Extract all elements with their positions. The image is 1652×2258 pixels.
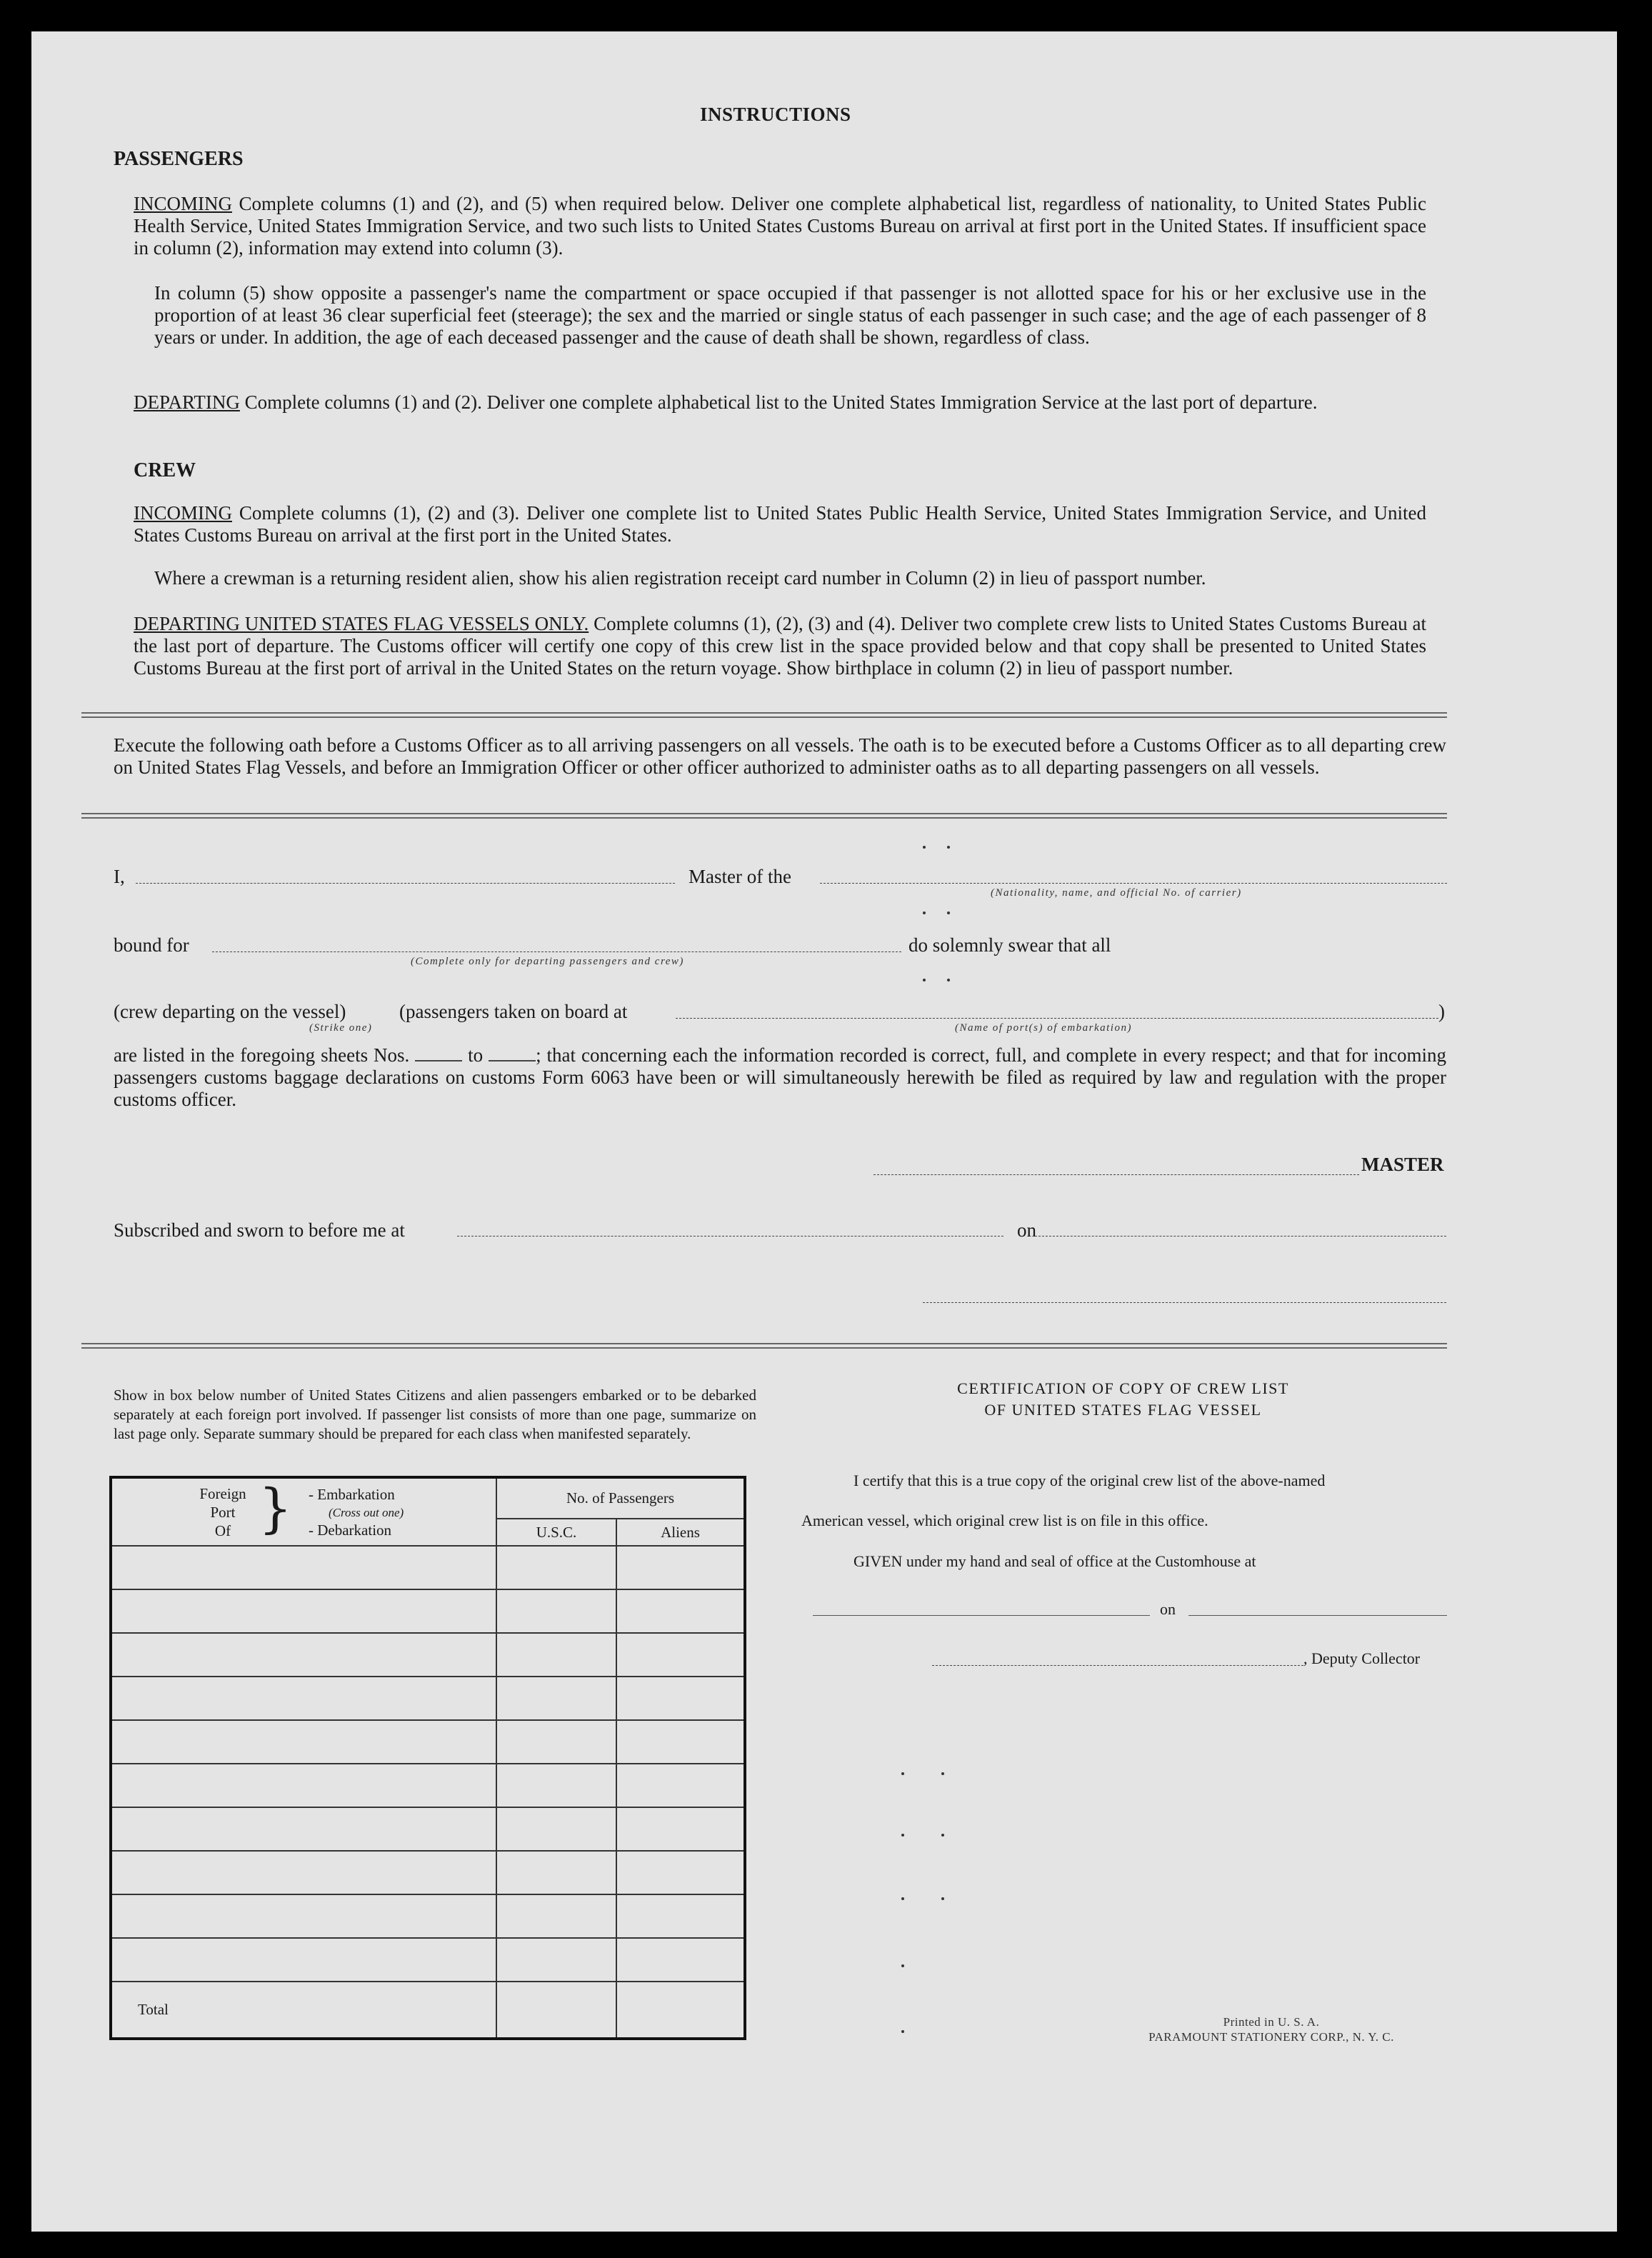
passengers-incoming-label: INCOMING	[134, 193, 232, 214]
subscribed-place-field[interactable]	[457, 1236, 1003, 1237]
oath-intro-paragraph: Execute the following oath before a Customs Officer as to all arriving passengers on all vessels. The oath is to be executed before a Customs Officer as to all departing crew on United States Flag Vessels, and before an Immigration Officer or other officer authorized to administer oaths as to all departing passengers on all vessels.	[114, 734, 1446, 778]
passengers-departing-paragraph	[134, 391, 1426, 414]
summary-row	[111, 1720, 745, 1764]
passengers-incoming-paragraph	[134, 193, 1426, 259]
brace-icon: }	[259, 1478, 293, 1539]
oath-master-of-label: Master of the	[689, 866, 791, 887]
embarkation-port-field[interactable]	[676, 1018, 1438, 1019]
total-aliens-cell[interactable]	[616, 1982, 745, 2039]
crew-incoming-label: INCOMING	[134, 502, 232, 524]
scan-speck	[947, 911, 950, 914]
no-of-passengers-header: No. of Passengers	[496, 1477, 745, 1519]
aliens-header: Aliens	[616, 1519, 745, 1546]
oath-swear-text: do solemnly swear that all	[908, 934, 1111, 956]
usc-header: U.S.C.	[496, 1519, 616, 1546]
section-divider	[81, 712, 1447, 721]
summary-row	[111, 1764, 745, 1807]
listed-prefix: are listed in the foregoing sheets Nos.	[114, 1044, 410, 1066]
oath-passengers-taken-text: (passengers taken on board at	[399, 1001, 628, 1022]
aliens-cell[interactable]	[616, 1677, 745, 1720]
sheet-to-field[interactable]	[489, 1047, 536, 1061]
deputy-collector-label: , Deputy Collector	[1303, 1649, 1421, 1667]
certification-title-line2: OF UNITED STATES FLAG VESSEL	[984, 1401, 1262, 1419]
usc-cell[interactable]	[496, 1677, 616, 1720]
scan-speck	[947, 979, 950, 981]
summary-row	[111, 1546, 745, 1589]
crew-incoming-paragraph	[134, 502, 1426, 546]
crew-heading: CREW	[134, 459, 196, 481]
usc-cell[interactable]	[496, 1894, 616, 1938]
summary-rows	[111, 1546, 745, 1982]
section-divider	[81, 813, 1447, 821]
listed-text: ; that concerning each the information recorded is correct, full, and complete in every respect; and that for incoming passengers customs baggage declarations on customs Form 6063 have been or will simultaneously herewith be filed as required by law and regulation with the proper customs officer.	[114, 1044, 1446, 1110]
total-usc-cell[interactable]	[496, 1982, 616, 2039]
carrier-field[interactable]	[820, 883, 1447, 884]
cross-out-note: (Cross out one)	[329, 1506, 404, 1519]
usc-cell[interactable]	[496, 1851, 616, 1894]
summary-row	[111, 1807, 745, 1851]
master-signature-field[interactable]	[873, 1174, 1359, 1175]
aliens-cell[interactable]	[616, 1894, 745, 1938]
certification-title	[864, 1378, 1382, 1421]
embarkation-option[interactable]: - Embarkation	[309, 1486, 395, 1503]
aliens-cell[interactable]	[616, 1851, 745, 1894]
crew-departing-label: DEPARTING UNITED STATES FLAG VESSELS ONLY.	[134, 613, 589, 634]
instructions-title: INSTRUCTIONS	[700, 104, 851, 125]
printer-credit	[1114, 2014, 1428, 2044]
master-name-field[interactable]	[136, 883, 675, 884]
oath-i-label: I,	[114, 866, 125, 887]
port-cell[interactable]	[111, 1764, 496, 1807]
oath-listed-paragraph	[114, 1044, 1446, 1111]
aliens-cell[interactable]	[616, 1633, 745, 1677]
summary-row	[111, 1851, 745, 1894]
port-cell[interactable]	[111, 1894, 496, 1938]
port-cell[interactable]	[111, 1938, 496, 1982]
scan-speck	[901, 2030, 904, 2033]
printer-line1: Printed in U. S. A.	[1223, 2015, 1320, 2029]
aliens-cell[interactable]	[616, 1807, 745, 1851]
aliens-cell[interactable]	[616, 1764, 745, 1807]
oath-crew-departing-text: (crew departing on the vessel)	[114, 1001, 346, 1022]
customhouse-field[interactable]	[813, 1615, 1150, 1616]
port-header-cell	[111, 1477, 496, 1546]
scan-speck	[923, 911, 926, 914]
port-cell[interactable]	[111, 1633, 496, 1677]
usc-cell[interactable]	[496, 1807, 616, 1851]
usc-cell[interactable]	[496, 1633, 616, 1677]
of-label: Of	[214, 1522, 231, 1539]
summary-row	[111, 1589, 745, 1633]
aliens-cell[interactable]	[616, 1589, 745, 1633]
port-cell[interactable]	[111, 1589, 496, 1633]
summary-row	[111, 1938, 745, 1982]
usc-cell[interactable]	[496, 1720, 616, 1764]
scan-speck	[901, 1964, 904, 1967]
crew-departing-paragraph	[134, 613, 1426, 679]
scan-speck	[923, 979, 926, 981]
debarkation-option[interactable]: - Debarkation	[309, 1522, 392, 1539]
certify-line1: I certify that this is a true copy of the original crew list of the above-named	[853, 1472, 1326, 1489]
total-label-cell	[111, 1982, 496, 2039]
officer-signature-field[interactable]	[923, 1302, 1446, 1303]
scan-speck	[923, 846, 926, 849]
strike-caption: (Strike one)	[309, 1022, 373, 1034]
usc-cell[interactable]	[496, 1546, 616, 1589]
usc-cell[interactable]	[496, 1938, 616, 1982]
passengers-departing-text: Complete columns (1) and (2). Deliver one complete alphabetical list to the United States Immigration Service at the last port of departure.	[244, 391, 1318, 413]
subscribed-label: Subscribed and sworn to before me at	[114, 1219, 405, 1241]
deputy-collector-signature-field[interactable]	[932, 1665, 1303, 1666]
given-text: GIVEN under my hand and seal of office at the Customhouse at	[853, 1552, 1256, 1570]
port-cell[interactable]	[111, 1677, 496, 1720]
closing-paren: )	[1438, 1001, 1445, 1022]
crew-departing-text: Complete columns (1), (2), (3) and (4). Deliver two complete crew lists to United States Customs Bureau at the last port of departure. The Customs officer will certify one copy of this crew list in the space provided below and that copy shall be presented to United States Customs Bureau at the first port of arrival in the United States on the return voyage. Show birthplace in column (2) in lieu of passport number.	[134, 613, 1427, 679]
aliens-cell[interactable]	[616, 1546, 745, 1589]
summary-row	[111, 1894, 745, 1938]
bound-for-caption: (Complete only for departing passengers and crew)	[411, 956, 684, 967]
passengers-heading: PASSENGERS	[114, 148, 244, 170]
oath-bound-for-label: bound for	[114, 934, 189, 956]
foreign-label: Foreign	[199, 1485, 246, 1502]
subscribed-on-label: on	[1017, 1219, 1036, 1241]
section-divider	[81, 1343, 1447, 1352]
scan-speck	[941, 1834, 944, 1837]
port-cell[interactable]	[111, 1720, 496, 1764]
scan-speck	[901, 1897, 904, 1900]
scan-speck	[941, 1772, 944, 1775]
summary-row	[111, 1677, 745, 1720]
usc-cell[interactable]	[496, 1589, 616, 1633]
total-label: Total	[138, 2001, 169, 2018]
passengers-departing-label: DEPARTING	[134, 391, 240, 413]
certify-line2: American vessel, which original crew list is on file in this office.	[801, 1512, 1208, 1529]
crew-resident-paragraph: Where a crewman is a returning resident alien, show his alien registration receipt card number in Column (2) in lieu of passport number.	[154, 567, 1206, 589]
port-cell[interactable]	[111, 1807, 496, 1851]
scan-speck	[941, 1897, 944, 1900]
certification-title-line1: CERTIFICATION OF COPY OF CREW LIST	[957, 1379, 1289, 1397]
scan-speck	[947, 846, 950, 849]
port-cell[interactable]	[111, 1851, 496, 1894]
master-label: MASTER	[1361, 1154, 1444, 1175]
port-caption: (Name of port(s) of embarkation)	[955, 1022, 1132, 1034]
summary-note: Show in box below number of United States Citizens and alien passengers embarked or to be debarked separately at each foreign port involved. If passenger list consists of more than one page, summarize on last page only. Separate summary should be prepared for each class when manifested separately.	[114, 1387, 756, 1442]
passengers-column5-paragraph: In column (5) show opposite a passenger's name the compartment or space occupied if that passenger is not allotted space for his or her exclusive use in the proportion of at least 36 clear superficial feet (steerage); the sex and the married or single status of each passenger in such case; and the age of each passenger of 8 years or under. In addition, the age of each deceased passenger and the cause of death shall be shown, regardless of class.	[154, 282, 1426, 348]
bound-for-field[interactable]	[212, 951, 901, 952]
to-label: to	[468, 1044, 484, 1066]
port-label: Port	[210, 1504, 236, 1521]
printer-line2: PARAMOUNT STATIONERY CORP., N. Y. C.	[1148, 2030, 1394, 2044]
passengers-incoming-text: Complete columns (1) and (2), and (5) when required below. Deliver one complete alphabetical list, regardless of nationality, to United States Public Health Service, United States Immigration Service, and two such lists to United States Customs Bureau on arrival at first port in the United States. If insufficient space in column (2), information may extend into column (3).	[134, 193, 1426, 259]
usc-cell[interactable]	[496, 1764, 616, 1807]
crew-incoming-text: Complete columns (1), (2) and (3). Deliver one complete list to United States Public Health Service, United States Immigration Service, and United States Customs Bureau on arrival at the first port in the United States.	[134, 502, 1426, 546]
scan-speck	[901, 1772, 904, 1775]
aliens-cell[interactable]	[616, 1720, 745, 1764]
subscribed-date-field[interactable]	[1035, 1236, 1446, 1237]
passenger-summary-table	[109, 1476, 746, 2040]
summary-row	[111, 1633, 745, 1677]
aliens-cell[interactable]	[616, 1938, 745, 1982]
certification-date-field[interactable]	[1188, 1615, 1447, 1616]
carrier-caption: (Nationality, name, and official No. of carrier)	[991, 887, 1242, 899]
scan-speck	[901, 1834, 904, 1837]
port-cell[interactable]	[111, 1546, 496, 1589]
sheet-from-field[interactable]	[415, 1047, 462, 1061]
certification-on-label: on	[1160, 1600, 1176, 1618]
